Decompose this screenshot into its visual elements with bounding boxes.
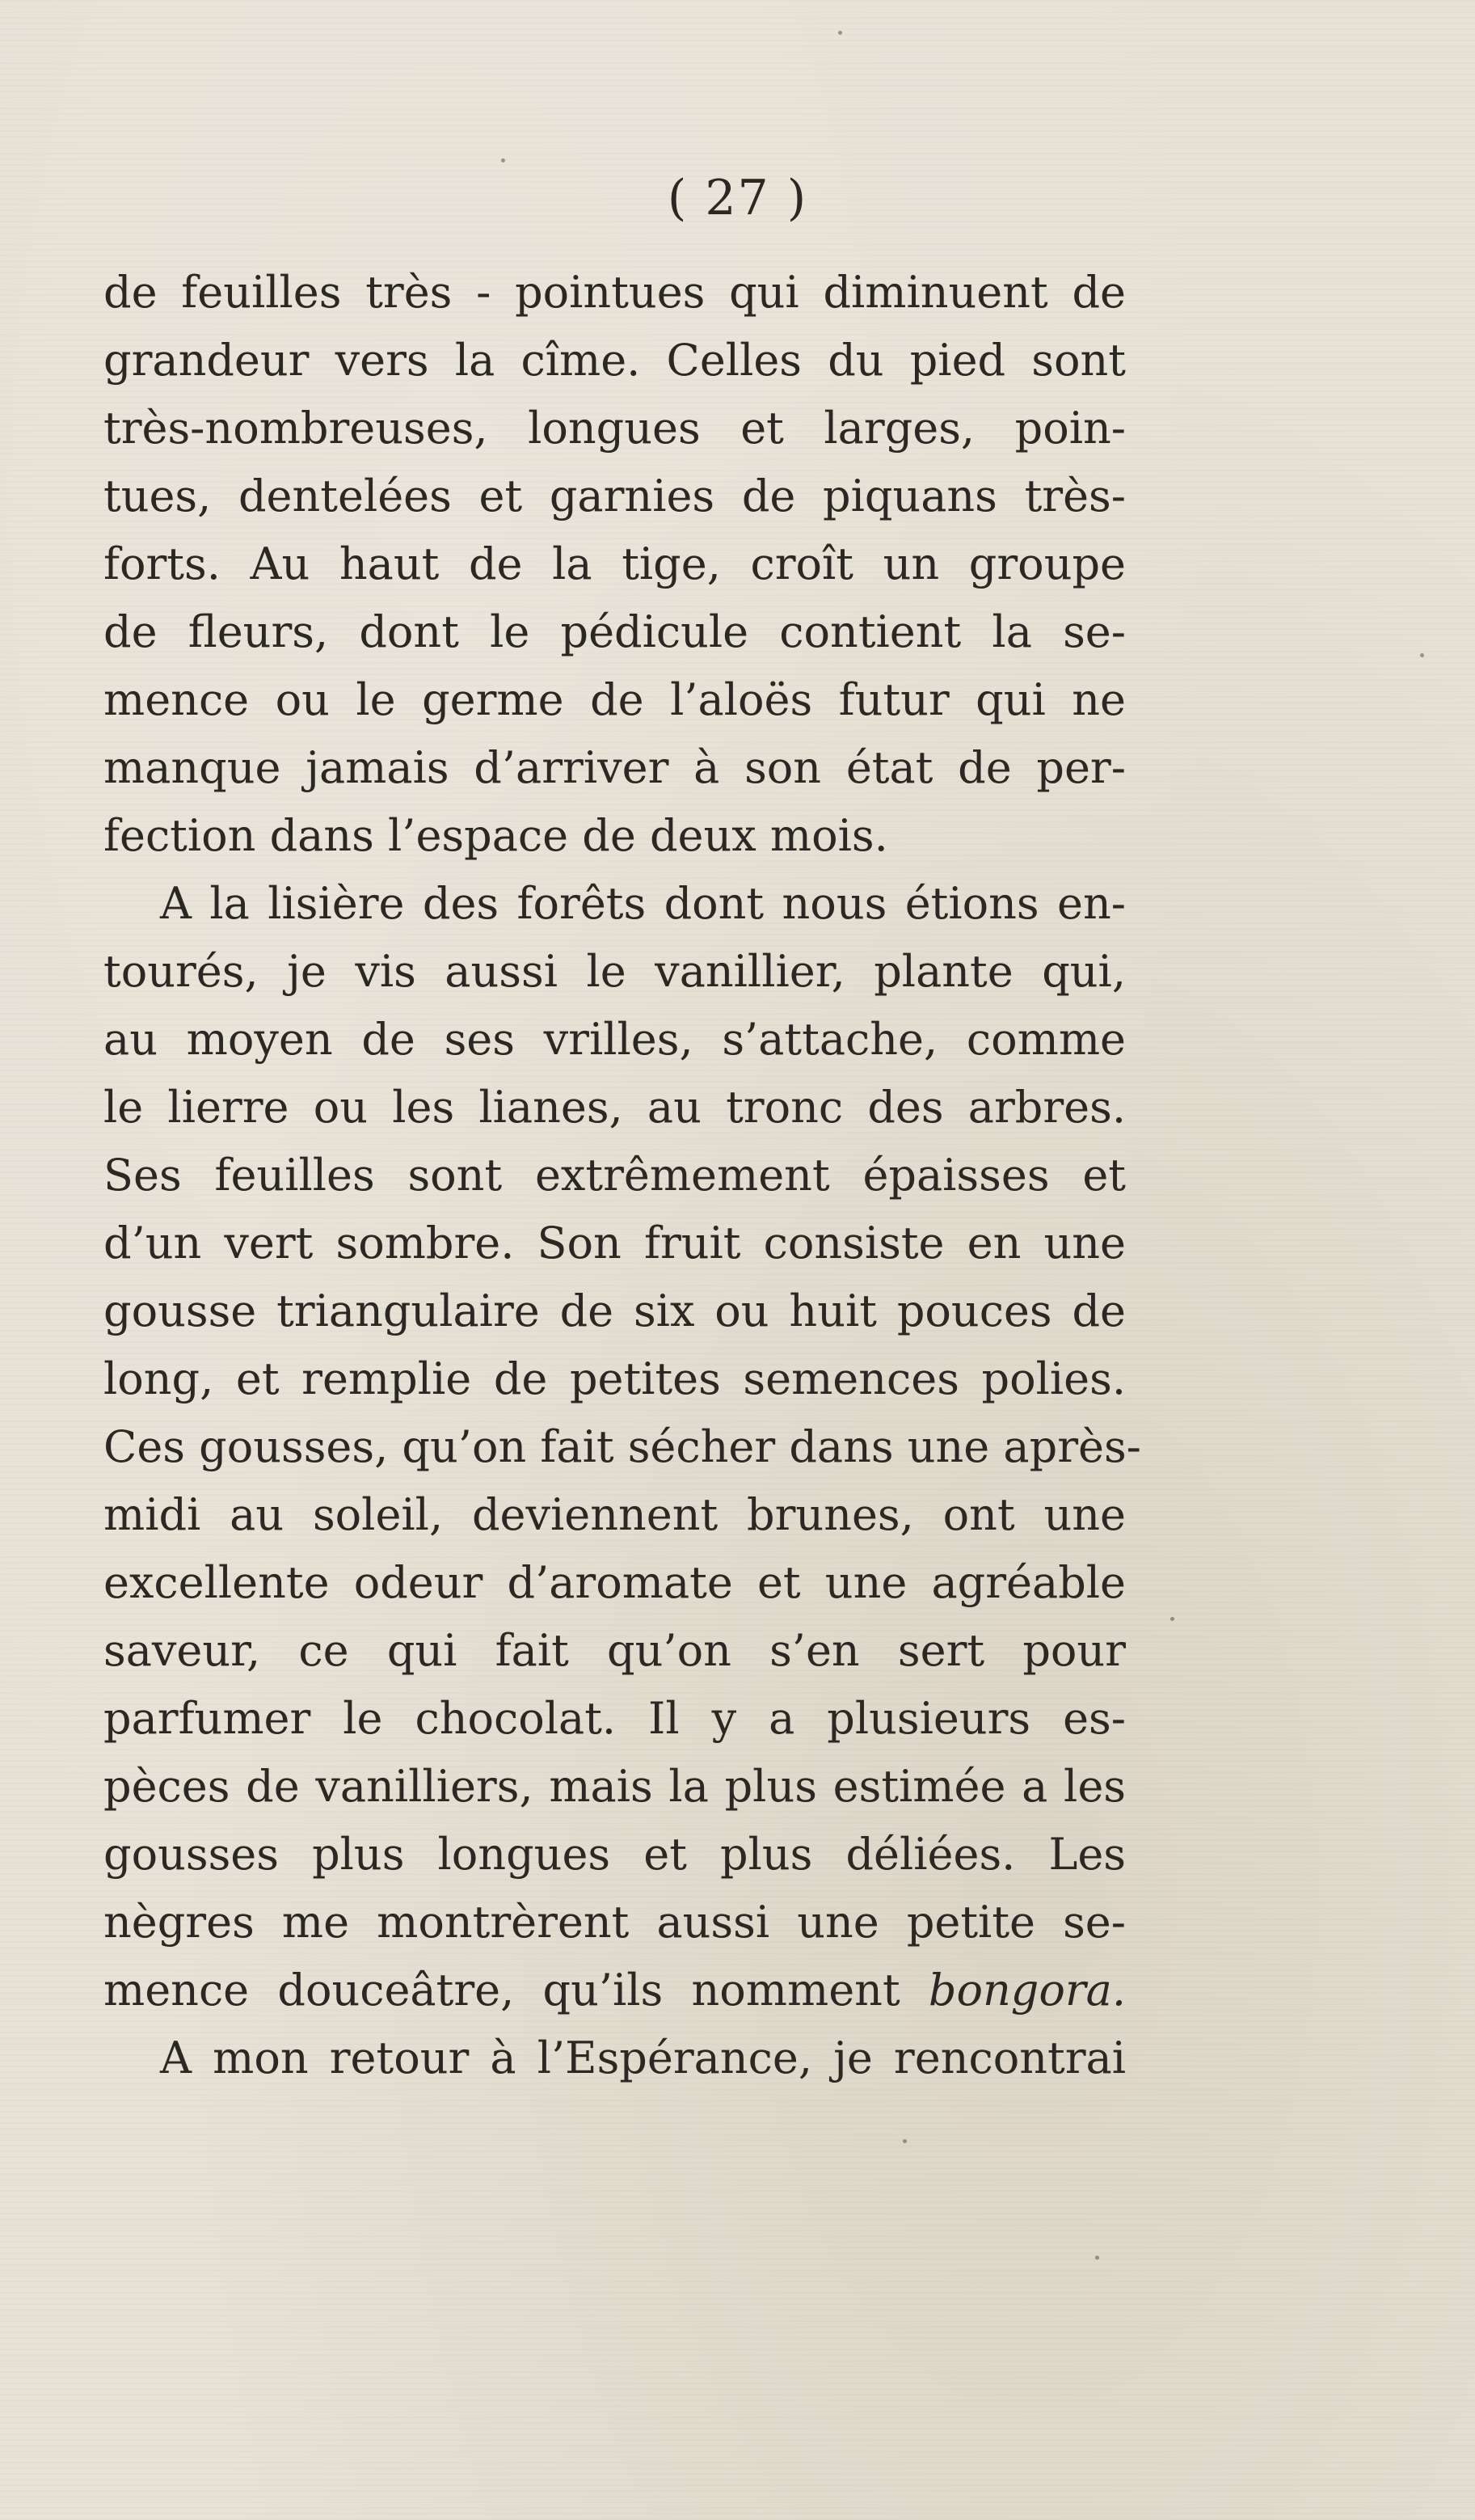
- text-line: forts. Au haut de la tige, croît un groupe: [103, 538, 1126, 589]
- text-line: le lierre ou les lianes, au tronc des arbres.: [103, 1082, 1126, 1133]
- text-line: de fleurs, dont le pédicule contient la se-: [103, 606, 1126, 657]
- text-line: excellente odeur d’aromate et une agréable: [103, 1557, 1126, 1608]
- text-line: mence ou le germe de l’aloës futur qui ne: [103, 674, 1126, 725]
- text-line: très-nombreuses, longues et larges, poin-: [103, 403, 1126, 454]
- paper-speck: [1095, 2256, 1099, 2260]
- text-line: A mon retour à l’Espérance, je rencontrai: [160, 2032, 1126, 2083]
- paper-speck: [501, 158, 505, 163]
- text-line: tues, dentelées et garnies de piquans très-: [103, 471, 1126, 521]
- emphasized-word: bongora.: [928, 1965, 1126, 2016]
- text-line: long, et remplie de petites semences polies.: [103, 1353, 1126, 1404]
- text-line: saveur, ce qui fait qu’on s’en sert pour: [103, 1625, 1126, 1676]
- paper-speck: [1170, 1617, 1174, 1621]
- text-line: manque jamais d’arriver à son état de per-: [103, 742, 1126, 793]
- text-line: de feuilles très - pointues qui diminuent de: [103, 267, 1126, 318]
- text-line: pèces de vanilliers, mais la plus estimée a les: [103, 1761, 1126, 1812]
- text-line: Ses feuilles sont extrêmement épaisses et: [103, 1150, 1126, 1201]
- text-line: fection dans l’espace de deux mois.: [103, 810, 888, 861]
- text-line: Ces gousses, qu’on fait sécher dans une après-: [103, 1421, 1141, 1472]
- body-text: [103, 259, 1141, 2092]
- text-line: gousse triangulaire de six ou huit pouces de: [103, 1285, 1126, 1336]
- text-line: parfumer le chocolat. Il y a plusieurs es-: [103, 1693, 1126, 1744]
- text-line-with-emphasis: [103, 1956, 1126, 2024]
- text-line: grandeur vers la cîme. Celles du pied sont: [103, 335, 1126, 386]
- text-line: nègres me montrèrent aussi une petite se-: [103, 1897, 1126, 1948]
- paper-speck: [1420, 653, 1424, 657]
- text-line: A la lisière des forêts dont nous étions en-: [160, 878, 1126, 929]
- text-run: mence douceâtre, qu’ils nomment: [103, 1965, 929, 2016]
- paper-speck: [903, 2139, 907, 2143]
- text-line: d’un vert sombre. Son fruit consiste en une: [103, 1218, 1126, 1268]
- paper-speck: [838, 31, 842, 35]
- text-line: tourés, je vis aussi le vanillier, plante qui,: [103, 946, 1126, 997]
- text-line: midi au soleil, deviennent brunes, ont une: [103, 1489, 1126, 1540]
- page-number: ( 27 ): [667, 170, 808, 226]
- text-line: gousses plus longues et plus déliées. Les: [103, 1829, 1126, 1880]
- text-line: au moyen de ses vrilles, s’attache, comme: [103, 1014, 1126, 1065]
